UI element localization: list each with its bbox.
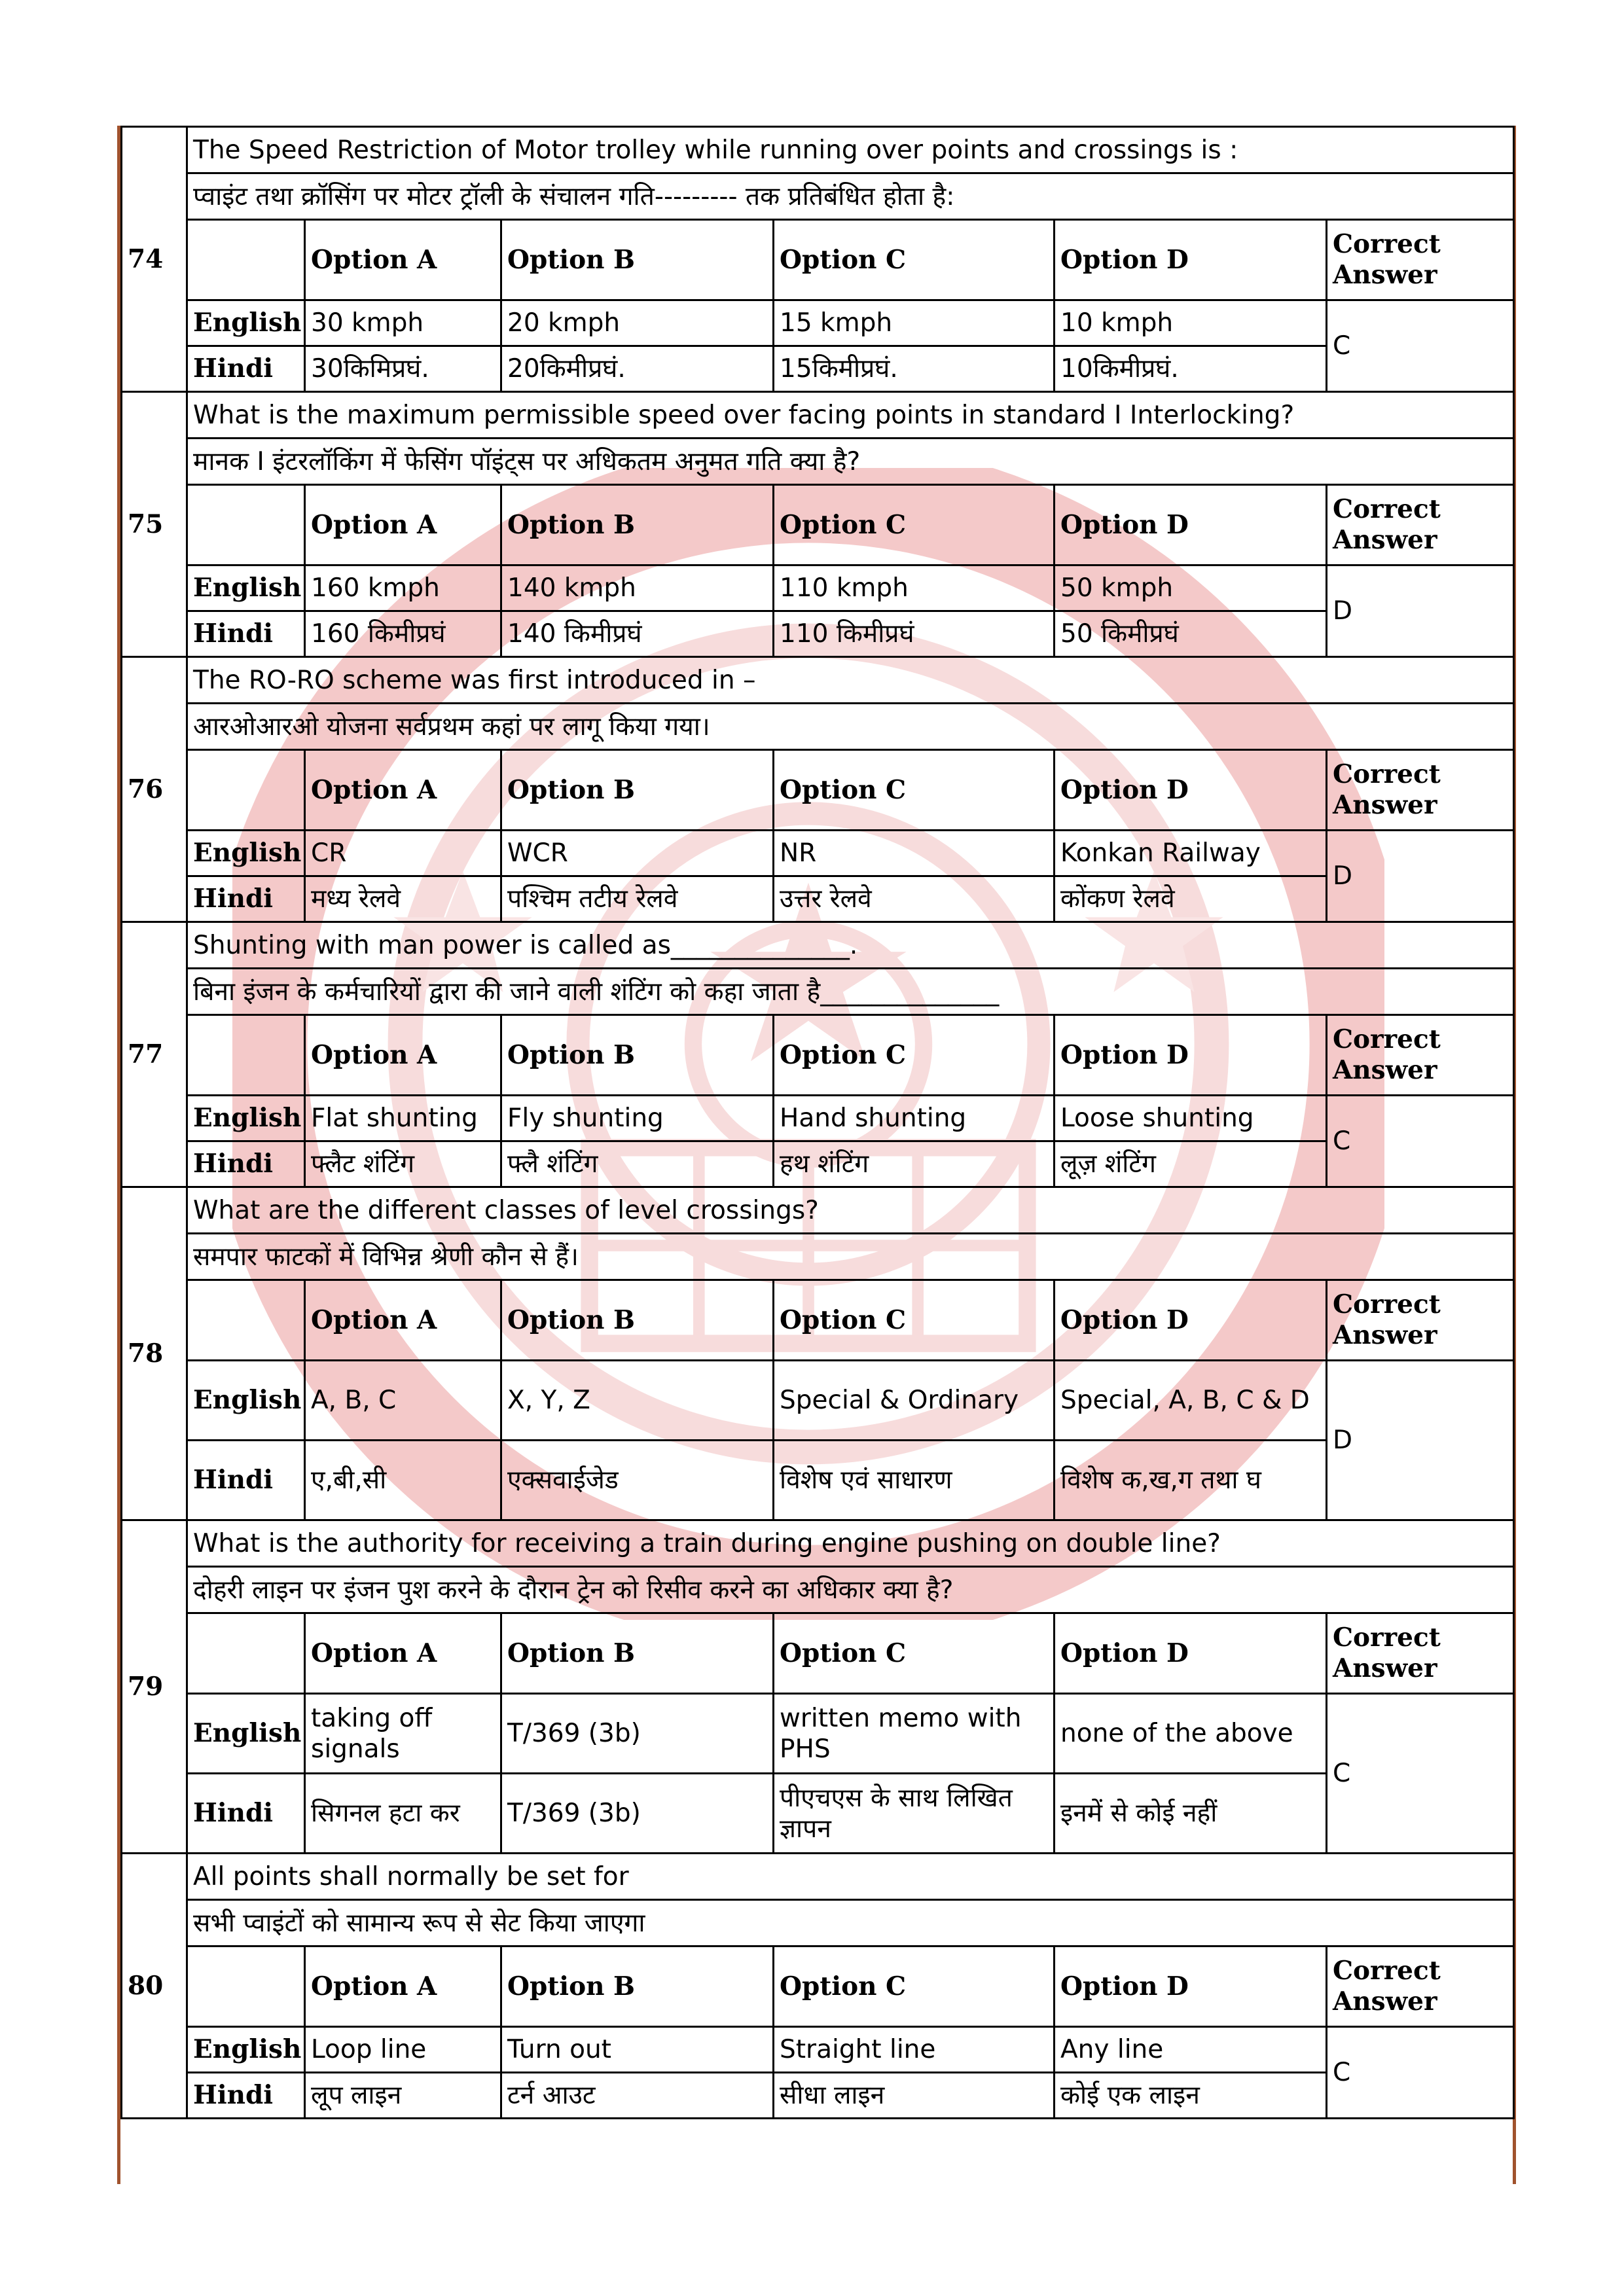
question-number: 79 [122,1520,187,1854]
question-table-body [122,127,1514,2119]
question-number: 76 [122,657,187,922]
header-option-b: Option B [501,485,774,565]
question-text-english: Shunting with man power is called as______________. [187,922,1514,969]
header-correct-answer: Correct Answer [1327,1015,1514,1096]
option-b-english: 140 kmph [501,565,774,611]
header-option-c: Option C [774,1946,1055,2027]
option-a-hindi: 160 किमीप्रघं [305,611,501,657]
question-text-english: The RO-RO scheme was first introduced in – [187,657,1514,704]
option-d-hindi: विशेष क,ख,ग तथा घ [1055,1441,1327,1520]
question-table [120,126,1515,2119]
language-label-hindi: Hindi [187,1441,305,1520]
option-d-english: Special, A, B, C & D [1055,1361,1327,1441]
option-a-hindi: मध्य रेलवे [305,876,501,922]
header-option-b: Option B [501,750,774,831]
header-option-a: Option A [305,750,501,831]
language-label-hindi: Hindi [187,611,305,657]
question-76-row-hindi [122,704,1514,750]
question-text-english: The Speed Restriction of Motor trolley while running over points and crossings is : [187,127,1514,173]
option-a-english: taking off signals [305,1694,501,1774]
header-correct-answer: Correct Answer [1327,1946,1514,2027]
option-a-english: Flat shunting [305,1096,501,1141]
question-text-hindi: सभी प्वाइंटों को सामान्य रूप से सेट किया जाएगा [187,1900,1514,1946]
option-c-hindi: 110 किमीप्रघं [774,611,1055,657]
option-c-english: Special & Ordinary [774,1361,1055,1441]
header-option-a: Option A [305,1015,501,1096]
option-a-english: Loop line [305,2027,501,2073]
option-c-hindi: पीएचएस के साथ लिखित ज्ञापन [774,1774,1055,1854]
question-number: 78 [122,1187,187,1520]
question-text-hindi: प्वाइंट तथा क्रॉसिंग पर मोटर ट्रॉली के संचालन गति--------- तक प्रतिबंधित होता है: [187,173,1514,220]
option-c-hindi: हथ शंटिंग [774,1141,1055,1187]
correct-answer-value: C [1327,1096,1514,1187]
language-label-hindi: Hindi [187,2073,305,2119]
option-header-row [122,1015,1514,1096]
question-74-row-hindi [122,173,1514,220]
header-option-b: Option B [501,220,774,300]
header-blank-cell [187,1946,305,2027]
header-option-c: Option C [774,1613,1055,1694]
header-option-d: Option D [1055,485,1327,565]
question-76-row-english [122,657,1514,704]
language-label-english: English [187,300,305,346]
english-options-row [122,1694,1514,1774]
header-option-c: Option C [774,485,1055,565]
english-options-row [122,2027,1514,2073]
language-label-english: English [187,2027,305,2073]
question-80-row-hindi [122,1900,1514,1946]
option-b-english: X, Y, Z [501,1361,774,1441]
header-blank-cell [187,750,305,831]
question-text-english: All points shall normally be set for [187,1854,1514,1900]
option-b-hindi: फ्लै शंटिंग [501,1141,774,1187]
option-d-hindi: कोंकण रेलवे [1055,876,1327,922]
option-header-row [122,1946,1514,2027]
header-option-c: Option C [774,1015,1055,1096]
option-b-english: 20 kmph [501,300,774,346]
language-label-english: English [187,565,305,611]
header-option-c: Option C [774,1280,1055,1361]
correct-answer-value: C [1327,1694,1514,1854]
option-b-english: Turn out [501,2027,774,2073]
header-option-d: Option D [1055,1280,1327,1361]
option-header-row [122,1280,1514,1361]
english-options-row [122,1361,1514,1441]
question-text-hindi: समपार फाटकों में विभिन्न श्रेणी कौन से हैं। [187,1234,1514,1280]
question-75-row-english [122,392,1514,439]
question-text-hindi: बिना इंजन के कर्मचारियों द्वारा की जाने वाली शंटिंग को कहा जाता है______________ [187,969,1514,1015]
header-option-b: Option B [501,1613,774,1694]
option-a-english: CR [305,831,501,876]
hindi-options-row [122,1141,1514,1187]
question-74-row-english [122,127,1514,173]
question-77-row-english [122,922,1514,969]
option-c-english: Straight line [774,2027,1055,2073]
option-a-hindi: ए,बी,सी [305,1441,501,1520]
english-options-row [122,565,1514,611]
language-label-hindi: Hindi [187,876,305,922]
english-options-row [122,831,1514,876]
option-c-hindi: उत्तर रेलवे [774,876,1055,922]
header-option-c: Option C [774,750,1055,831]
header-option-d: Option D [1055,1613,1327,1694]
header-option-d: Option D [1055,750,1327,831]
option-b-hindi: पश्चिम तटीय रेलवे [501,876,774,922]
option-c-english: NR [774,831,1055,876]
correct-answer-value: C [1327,2027,1514,2119]
language-label-english: English [187,1361,305,1441]
option-a-hindi: लूप लाइन [305,2073,501,2119]
hindi-options-row [122,1441,1514,1520]
language-label-hindi: Hindi [187,1774,305,1854]
question-number: 80 [122,1854,187,2119]
question-number: 74 [122,127,187,392]
correct-answer-value: C [1327,300,1514,392]
option-d-hindi: इनमें से कोई नहीं [1055,1774,1327,1854]
header-correct-answer: Correct Answer [1327,750,1514,831]
header-option-a: Option A [305,1280,501,1361]
question-75-row-hindi [122,439,1514,485]
header-option-d: Option D [1055,1015,1327,1096]
header-blank-cell [187,220,305,300]
language-label-english: English [187,1096,305,1141]
option-header-row [122,750,1514,831]
option-d-english: 50 kmph [1055,565,1327,611]
option-a-hindi: 30किमिप्रघं. [305,346,501,392]
option-b-hindi: 140 किमीप्रघं [501,611,774,657]
option-b-hindi: टर्न आउट [501,2073,774,2119]
header-option-a: Option A [305,220,501,300]
question-text-hindi: आरओआरओ योजना सर्वप्रथम कहां पर लागू किया गया। [187,704,1514,750]
question-number: 75 [122,392,187,657]
option-b-hindi: एक्सवाईजेड [501,1441,774,1520]
question-80-row-english [122,1854,1514,1900]
header-option-b: Option B [501,1015,774,1096]
option-header-row [122,220,1514,300]
question-number: 77 [122,922,187,1187]
header-blank-cell [187,1613,305,1694]
option-a-english: A, B, C [305,1361,501,1441]
correct-answer-value: D [1327,565,1514,657]
header-option-d: Option D [1055,220,1327,300]
option-d-english: none of the above [1055,1694,1327,1774]
english-options-row [122,1096,1514,1141]
option-a-hindi: सिगनल हटा कर [305,1774,501,1854]
english-options-row [122,300,1514,346]
hindi-options-row [122,1774,1514,1854]
option-b-english: Fly shunting [501,1096,774,1141]
hindi-options-row [122,611,1514,657]
header-option-a: Option A [305,1613,501,1694]
header-blank-cell [187,485,305,565]
option-d-hindi: 50 किमीप्रघं [1055,611,1327,657]
correct-answer-value: D [1327,1361,1514,1520]
option-header-row [122,485,1514,565]
option-c-english: Hand shunting [774,1096,1055,1141]
question-text-english: What are the different classes of level crossings? [187,1187,1514,1234]
question-78-row-hindi [122,1234,1514,1280]
option-d-hindi: लूज़ शंटिंग [1055,1141,1327,1187]
language-label-hindi: Hindi [187,1141,305,1187]
header-option-b: Option B [501,1280,774,1361]
option-d-hindi: कोई एक लाइन [1055,2073,1327,2119]
question-text-hindi: दोहरी लाइन पर इंजन पुश करने के दौरान ट्रेन को रिसीव करने का अधिकार क्या है? [187,1567,1514,1613]
option-b-hindi: T/369 (3b) [501,1774,774,1854]
option-d-english: Konkan Railway [1055,831,1327,876]
language-label-hindi: Hindi [187,346,305,392]
header-correct-answer: Correct Answer [1327,1280,1514,1361]
header-blank-cell [187,1280,305,1361]
option-a-hindi: फ्लैट शंटिंग [305,1141,501,1187]
option-a-english: 160 kmph [305,565,501,611]
option-b-english: WCR [501,831,774,876]
header-correct-answer: Correct Answer [1327,485,1514,565]
header-option-c: Option C [774,220,1055,300]
hindi-options-row [122,346,1514,392]
header-option-a: Option A [305,485,501,565]
option-d-english: 10 kmph [1055,300,1327,346]
option-b-english: T/369 (3b) [501,1694,774,1774]
header-option-a: Option A [305,1946,501,2027]
header-correct-answer: Correct Answer [1327,220,1514,300]
option-b-hindi: 20किमीप्रघं. [501,346,774,392]
option-c-english: 110 kmph [774,565,1055,611]
hindi-options-row [122,2073,1514,2119]
question-77-row-hindi [122,969,1514,1015]
question-78-row-english [122,1187,1514,1234]
option-header-row [122,1613,1514,1694]
question-79-row-english [122,1520,1514,1567]
option-c-hindi: सीधा लाइन [774,2073,1055,2119]
correct-answer-value: D [1327,831,1514,922]
header-blank-cell [187,1015,305,1096]
option-d-hindi: 10किमीप्रघं. [1055,346,1327,392]
header-option-b: Option B [501,1946,774,2027]
question-text-english: What is the authority for receiving a train during engine pushing on double line? [187,1520,1514,1567]
option-a-english: 30 kmph [305,300,501,346]
language-label-english: English [187,831,305,876]
option-d-english: Loose shunting [1055,1096,1327,1141]
language-label-english: English [187,1694,305,1774]
hindi-options-row [122,876,1514,922]
header-correct-answer: Correct Answer [1327,1613,1514,1694]
question-79-row-hindi [122,1567,1514,1613]
option-d-english: Any line [1055,2027,1327,2073]
option-c-hindi: 15किमीप्रघं. [774,346,1055,392]
option-c-english: written memo with PHS [774,1694,1055,1774]
question-text-hindi: मानक I इंटरलॉकिंग में फेसिंग पॉइंट्स पर अधिकतम अनुमत गति क्या है? [187,439,1514,485]
header-option-d: Option D [1055,1946,1327,2027]
option-c-hindi: विशेष एवं साधारण [774,1441,1055,1520]
option-c-english: 15 kmph [774,300,1055,346]
question-text-english: What is the maximum permissible speed over facing points in standard I Interlocking? [187,392,1514,439]
